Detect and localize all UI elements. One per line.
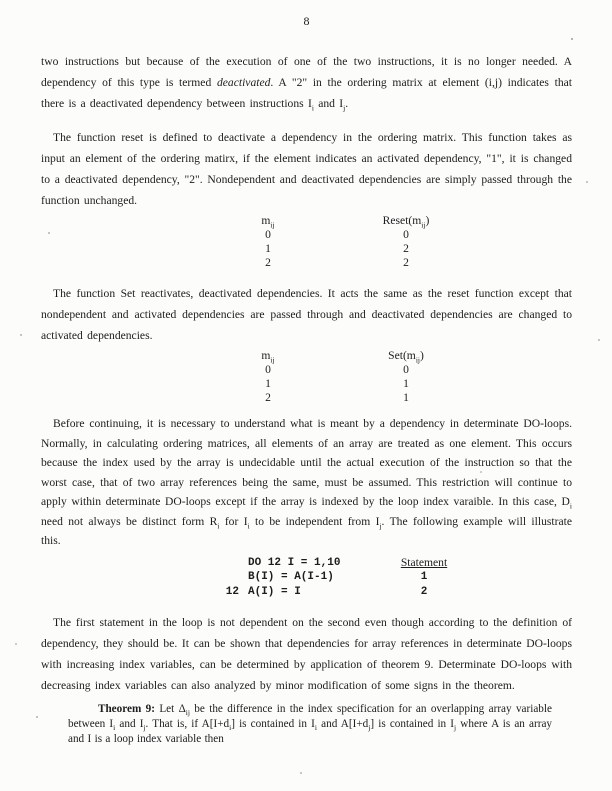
code-line (207, 556, 572, 571)
table-column-mij (246, 349, 290, 405)
code-line (207, 585, 572, 600)
set-function-table (246, 349, 572, 405)
theorem-9-statement: Theorem 9: Let $\Delta_{ij}$ be the difference in the index specification for an overlapping array variable between $I_i$ and $I_j$. That is, if $A[I+d_i]$ is contained in $I_i$ and $A[I+d_j]$ is contained in $I_j$ where A is an array and I is a loop index variable then (68, 703, 553, 745)
paragraph-set-function: The function Set reactivates, deactivated dependencies. It acts the same as the reset function except that nondependent and activated dependencies are passed through and deactivated dependencies are changed to activated dependencies. (41, 287, 572, 342)
table-cell: 0 (265, 363, 271, 376)
table-header: $m_{ij}$ (261, 214, 275, 230)
table-header: $m_{ij}$ (261, 349, 275, 365)
table-header: $Set(m_{ij})$ (388, 349, 424, 365)
table-cell: 1 (403, 377, 409, 390)
code-text: DO 12 I = 1,10 (248, 556, 341, 569)
statement-number: 2 (420, 585, 428, 598)
table-column-set (360, 349, 452, 405)
code-statement-label (207, 556, 248, 571)
code-text: A(I) = I (248, 585, 301, 598)
page-number: 8 (303, 14, 310, 28)
code-statement-label: 12 (225, 585, 239, 598)
statement-number: 1 (420, 571, 428, 583)
paragraph-theorem-intro: The first statement in the loop is not dependent on the second even though according to the definition of dependency, they should be. It can be shown that dependencies for array references in determinate DO-loops with increasing index variables, can be determined by application of theorem 9. Determinate DO-loops with decreasing index variables can also analyzed by minor modification of some signs in the theorem. (41, 616, 572, 692)
paragraph-deactivated-dependency: two instructions but because of the execution of one of the two instructions, it is no longer needed. A dependency of this type is termed deactivated. A "2" in the ordering matrix at element (i,j) indicates that there is a deactivated dependency between instructions $I_i$ and $I_j$. (41, 55, 572, 113)
statement-column-header: Statement (400, 555, 448, 569)
table-header: $Reset(m_{ij})$ (382, 214, 430, 230)
table-cell: 2 (403, 242, 409, 255)
table-cell: 1 (403, 391, 409, 404)
table-cell: 0 (265, 228, 271, 241)
code-statement-label (207, 570, 248, 585)
table-column-mij (246, 214, 290, 270)
table-column-reset (360, 214, 452, 270)
table-cell: 2 (265, 391, 271, 404)
code-text: B(I) = A(I-1) (248, 571, 334, 583)
paragraph-do-loops: Before continuing, it is necessary to understand what is meant by a dependency in determinate DO-loops. Normally, in calculating ordering matrices, all elements of an array are treated as one element. This occurs because the index used by the array is undecidable until the actual execution of the instruction so that the worst case, that of two array references being the same, must be assumed. This restriction will continue to apply within determinate DO-loops except if the array is indexed by the loop index varaible. In this case, $D_i$ need not always be distinct form $R_i$ for $I_i$ to be independent from $I_j$. The following example will illustrate this. (41, 417, 572, 547)
table-cell: 1 (265, 242, 271, 255)
table-cell: 0 (403, 228, 409, 241)
table-cell: 2 (265, 256, 271, 269)
table-cell: 0 (403, 363, 409, 376)
table-cell: 1 (265, 377, 271, 390)
code-line (207, 570, 572, 585)
table-cell: 2 (403, 256, 409, 269)
paragraph-reset-function: The function reset is defined to deactivate a dependency in the ordering matrix. This function takes as input an element of the ordering matirx, if the element indicates an activated dependency, "1", it is changed to a deactivated dependency, "2". Nondependent and deactivated dependencies are simply passed through the function unchanged. (41, 131, 572, 207)
code-example (207, 556, 572, 600)
reset-function-table (246, 214, 572, 270)
